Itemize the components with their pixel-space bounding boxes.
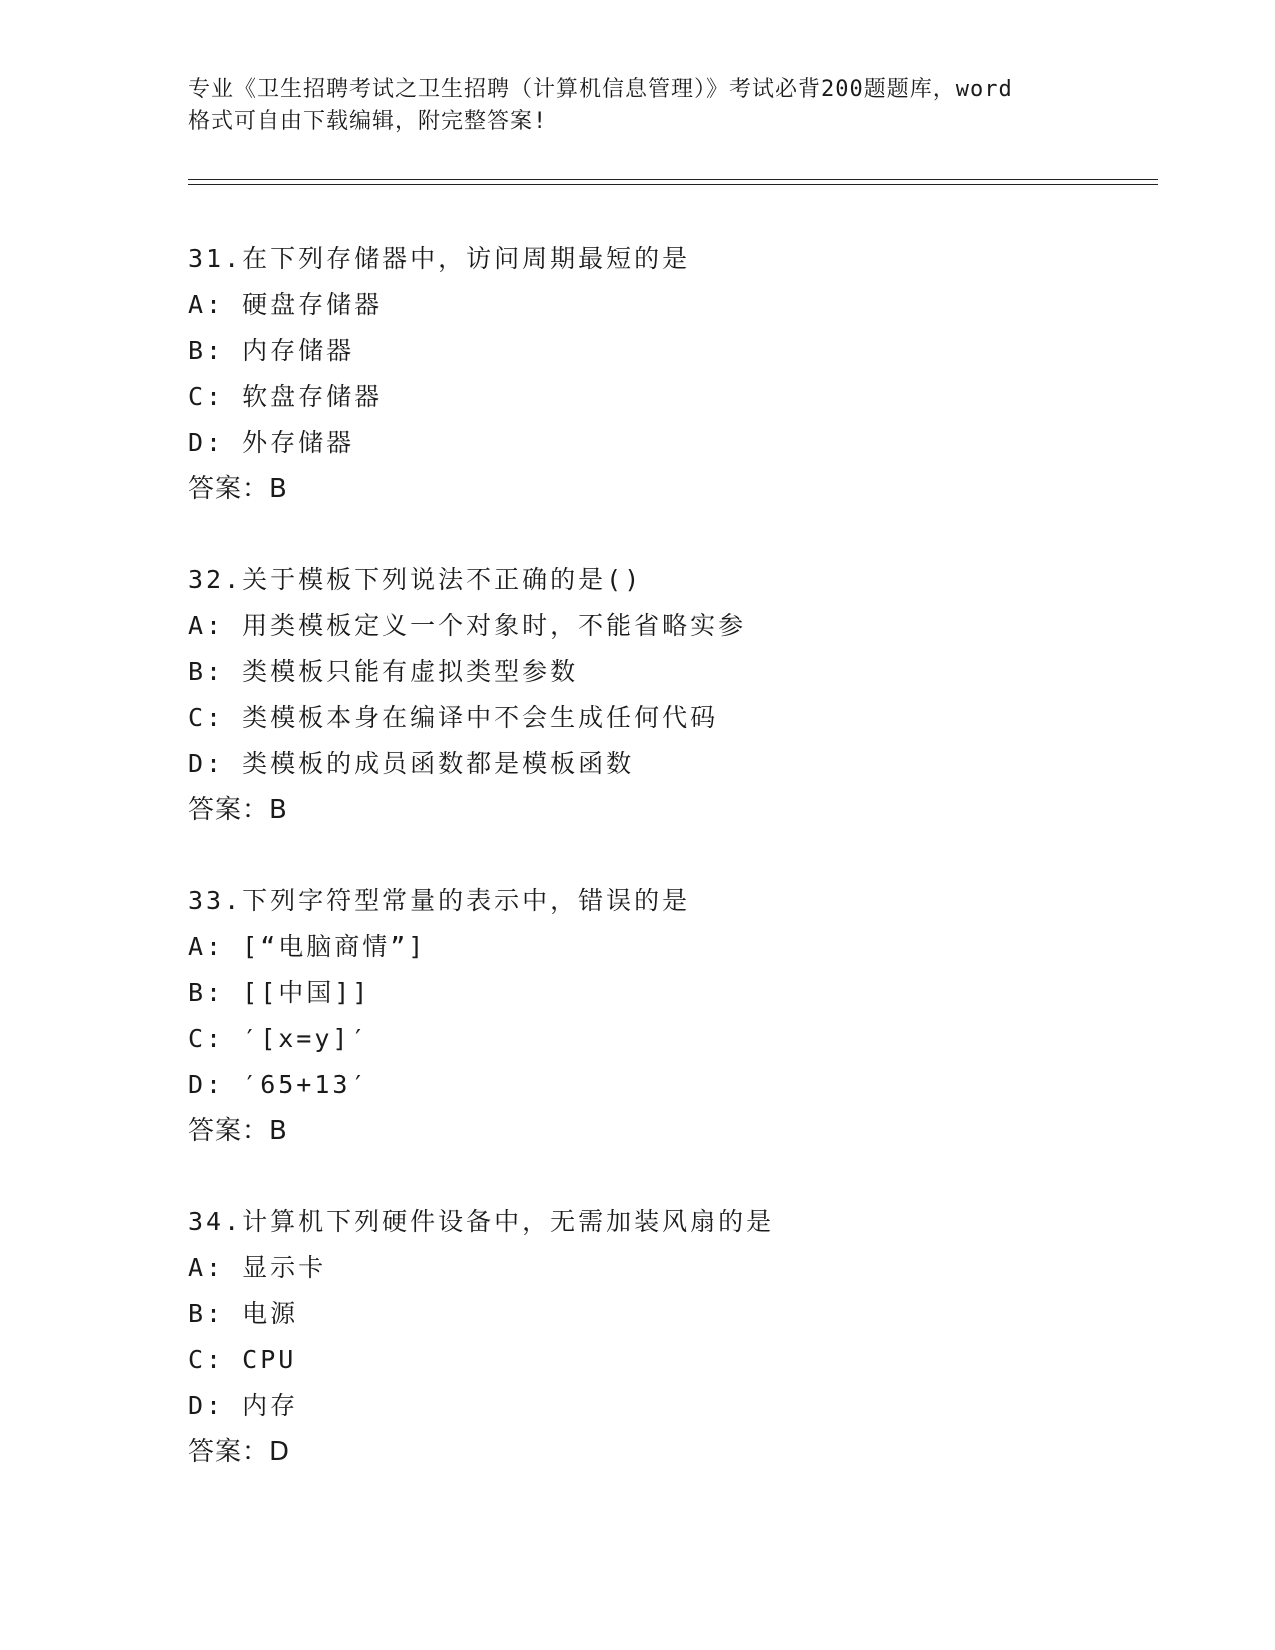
option-b: B: [[中国]] [188,978,371,1007]
header-divider-bottom [188,184,1158,185]
option-d: D: 外存储器 [188,428,355,457]
answer: 答案：B [188,1116,288,1146]
answer: 答案：B [188,795,288,825]
question-stem: 31.在下列存储器中，访问周期最短的是 [188,244,691,273]
answer: 答案：B [188,474,288,504]
option-c: C: CPU [188,1345,297,1374]
option-a: A: 显示卡 [188,1253,327,1282]
header-divider-top [188,179,1158,180]
header-line-1: 专业《卫生招聘考试之卫生招聘（计算机信息管理）》考试必背200题题库，word [188,77,1013,102]
header-line-2: 格式可自由下载编辑，附完整答案! [188,109,548,134]
question-33 [188,878,1168,1154]
option-a: A: [“电脑商情”] [188,932,427,961]
question-stem: 33.下列字符型常量的表示中，错误的是 [188,886,691,915]
question-list [188,236,1168,1520]
question-32 [188,557,1168,833]
option-a: A: 硬盘存储器 [188,290,383,319]
option-c: C: 类模板本身在编译中不会生成任何代码 [188,703,719,732]
question-stem: 34.计算机下列硬件设备中，无需加装风扇的是 [188,1207,775,1236]
option-d: D: 内存 [188,1391,299,1420]
answer: 答案：D [188,1437,291,1467]
option-c: C: 软盘存储器 [188,382,383,411]
option-c: C: ′[x=y]′ [188,1024,369,1053]
option-d: D: ′65+13′ [188,1070,369,1099]
option-b: B: 类模板只能有虚拟类型参数 [188,657,579,686]
option-b: B: 电源 [188,1299,299,1328]
question-stem: 32.关于模板下列说法不正确的是() [188,565,643,594]
question-31 [188,236,1168,512]
option-a: A: 用类模板定义一个对象时，不能省略实参 [188,611,747,640]
option-d: D: 类模板的成员函数都是模板函数 [188,749,635,778]
document-header [188,74,1088,138]
option-b: B: 内存储器 [188,336,355,365]
question-34 [188,1199,1168,1475]
